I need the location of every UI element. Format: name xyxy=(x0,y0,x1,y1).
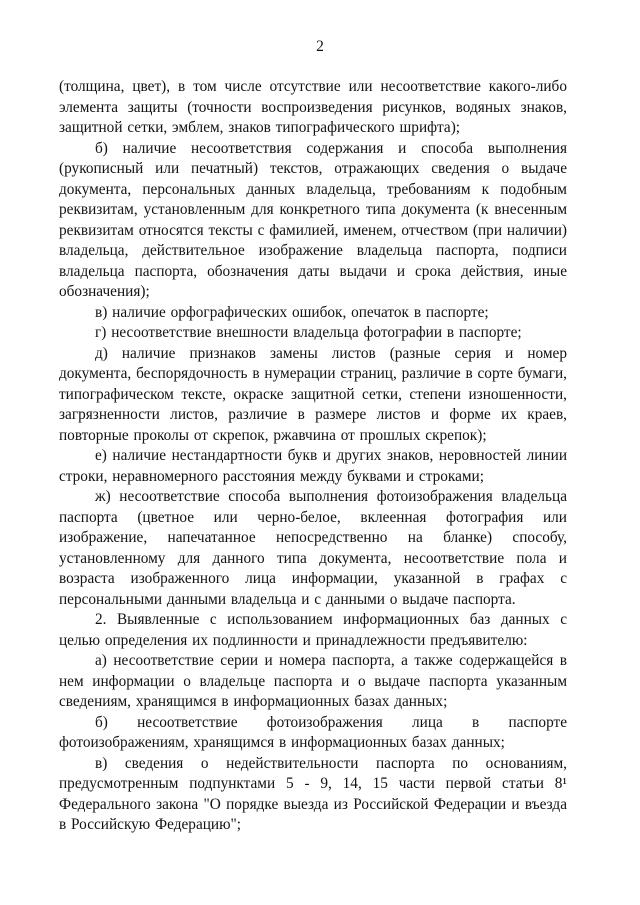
paragraph: (толщина, цвет), в том числе отсутствие или несоответствие какого-либо элемента защиты (точности воспроизведения рисунков, водяных знаков, защитной сетки, эмблем, знаков типографического шрифта); xyxy=(59,78,567,136)
paragraph: б) несоответствие фотоизображения лица в паспорте фотоизображениям, хранящимся в информационных базах данных; xyxy=(59,713,567,751)
paragraph: д) наличие признаков замены листов (разные серия и номер документа, беспорядочность в нумерации страниц, различие в сорте бумаги, типографическом тексте, окраске защитной сетки, степени изношенности, загрязненности листов, различие в размере листов и форме их краев, повторные проколы от скрепок, ржавчина от прошлых скрепок); xyxy=(59,344,567,444)
paragraph: ж) несоответствие способа выполнения фотоизображения владельца паспорта (цветное или черно-белое, вклеенная фотография или изображение, напечатанное непосредственно на бланке) способу, установленному для данного типа документа, несоответствие пола и возраста изображенного лица информации, указанной в графах с персональными данными владельца и с данными о выдаче паспорта. xyxy=(59,488,567,608)
paragraph: б) наличие несоответствия содержания и способа выполнения (рукописный или печатный) текстов, отражающих сведения о выдаче документа, персональных данных владельца, требованиям к подобным реквизитам, установленным для конкретного типа документа (к внесенным реквизитам относятся тексты с фамилией, именем, отчеством (при наличии) владельца, действительное изображение владельца паспорта, подписи владельца паспорта, обозначения даты выдачи и срока действия, иные обозначения); xyxy=(59,139,567,300)
paragraph: а) несоответствие серии и номера паспорта, а также содержащейся в нем информации о владельце паспорта и о выдаче паспорта указанным сведениям, хранящимся в информационных базах данных; xyxy=(59,652,567,710)
document-body xyxy=(0,77,640,836)
paragraph: е) наличие нестандартности букв и других знаков, неровностей линии строки, неравномерного расстояния между буквами и строками; xyxy=(59,447,567,485)
paragraph: в) наличие орфографических ошибок, опечаток в паспорте; xyxy=(95,303,489,321)
paragraph: 2. Выявленные с использованием информационных баз данных с целью определения их подлинности и принадлежности предъявителю: xyxy=(59,611,567,649)
paragraph: г) несоответствие внешности владельца фотографии в паспорте; xyxy=(95,324,522,341)
paragraph: в) сведения о недействительности паспорта по основаниям, предусмотренным подпунктами 5 - 9, 14, 15 части первой статьи 8¹ Федерального закона "О порядке выезда из Российской Федерации и въезда в Российскую Федерацию"; xyxy=(59,754,567,833)
page-number: 2 xyxy=(316,38,324,55)
